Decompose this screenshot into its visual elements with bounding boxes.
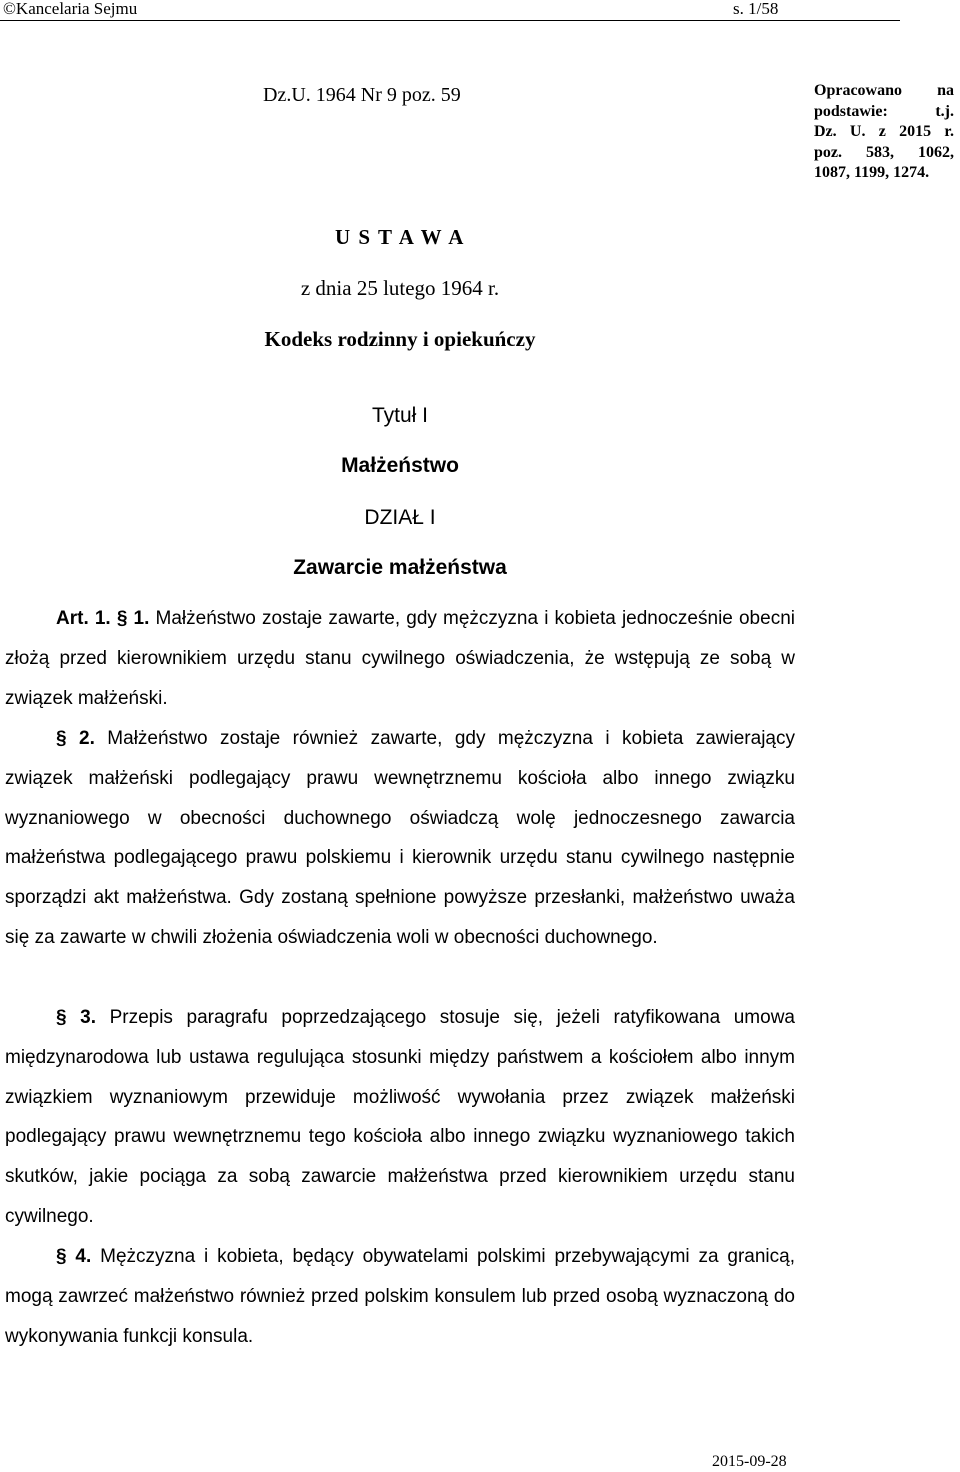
paragraph-text: Małżeństwo zostaje również zawarte, gdy mężczyzna i kobieta zawierający związek małżeński podlegający prawu wewnętrznemu kościoła albo innego związku wyznaniowego w obecności duchownego oświadczą wolę jednoczesnego zawarcia małżeństwa podlegającego prawu polskiemu i kierownik urzędu stanu cywilnego następnie sporządzi akt małżeństwa. Gdy zostaną spełnione powyższe przesłanki, małżeństwo uważa się za zawarte w chwili złożenia oświadczenia woli w obecności duchownego. — [5, 728, 795, 948]
basis-note-line: podstawie: t.j. — [814, 102, 954, 120]
paragraph-text: Przepis paragrafu poprzedzającego stosuje się, jeżeli ratyfikowana umowa międzynarodowa lub ustawa regulująca stosunki między państwem a kościołem albo innym związkiem wyznaniowym przewiduje możliwość wywołania przez związek małżeński podlegający prawu wewnętrznemu tego kościoła albo innego związku wyznaniowego takich skutków, jakie pociąga za sobą zawarcie małżeństwa przed kierownikiem urzędu stanu cywilnego. — [5, 1007, 795, 1227]
header-page-number: s. 1/58 — [733, 0, 779, 18]
article-number: Art. 1. — [56, 608, 111, 629]
basis-note-line: Opracowano na — [814, 82, 954, 99]
article-1-paragraph-1 — [5, 599, 795, 718]
basis-note-line: 1087, 1199, 1274. — [814, 164, 930, 181]
header-publisher: ©Kancelaria Sejmu — [3, 0, 138, 18]
division-number: DZIAŁ I — [364, 506, 436, 529]
paragraph-mark: § 2. — [56, 728, 95, 749]
paragraph-text: Małżeństwo zostaje zawarte, gdy mężczyzna i kobieta jednocześnie obecni złożą przed kierownikiem urzędu stanu cywilnego oświadczenia, że wstępują ze sobą w związek małżeński. — [5, 608, 795, 709]
article-1-paragraph-3 — [5, 998, 795, 1237]
act-title: Kodeks rodzinny i opiekuńczy — [264, 327, 536, 351]
act-type-heading: U S T A W A — [335, 225, 465, 249]
title-number: Tytuł I — [371, 404, 429, 427]
article-1-paragraph-4 — [5, 1237, 795, 1356]
title-name: Małżeństwo — [341, 454, 459, 477]
article-1-paragraph-2 — [5, 719, 795, 958]
paragraph-mark: § 1. — [116, 608, 150, 629]
header-divider — [0, 20, 900, 21]
footer-date: 2015-09-28 — [712, 1453, 787, 1470]
paragraph-mark: § 4. — [56, 1246, 92, 1267]
journal-reference: Dz.U. 1964 Nr 9 poz. 59 — [263, 84, 461, 106]
paragraph-text: Mężczyzna i kobieta, będący obywatelami polskimi przebywającymi za granicą, mogą zawrzeć małżeństwo również przed polskim konsulem lub przed osobą wyznaczoną do wykonywania funkcji konsula. — [5, 1246, 795, 1347]
division-name: Zawarcie małżeństwa — [293, 556, 507, 579]
paragraph-mark: § 3. — [56, 1007, 96, 1028]
basis-note — [814, 81, 954, 184]
basis-note-line: poz. 583, 1062, — [814, 143, 954, 161]
basis-note-line: Dz. U. z 2015 r. — [814, 123, 954, 140]
act-date: z dnia 25 lutego 1964 r. — [300, 276, 500, 300]
